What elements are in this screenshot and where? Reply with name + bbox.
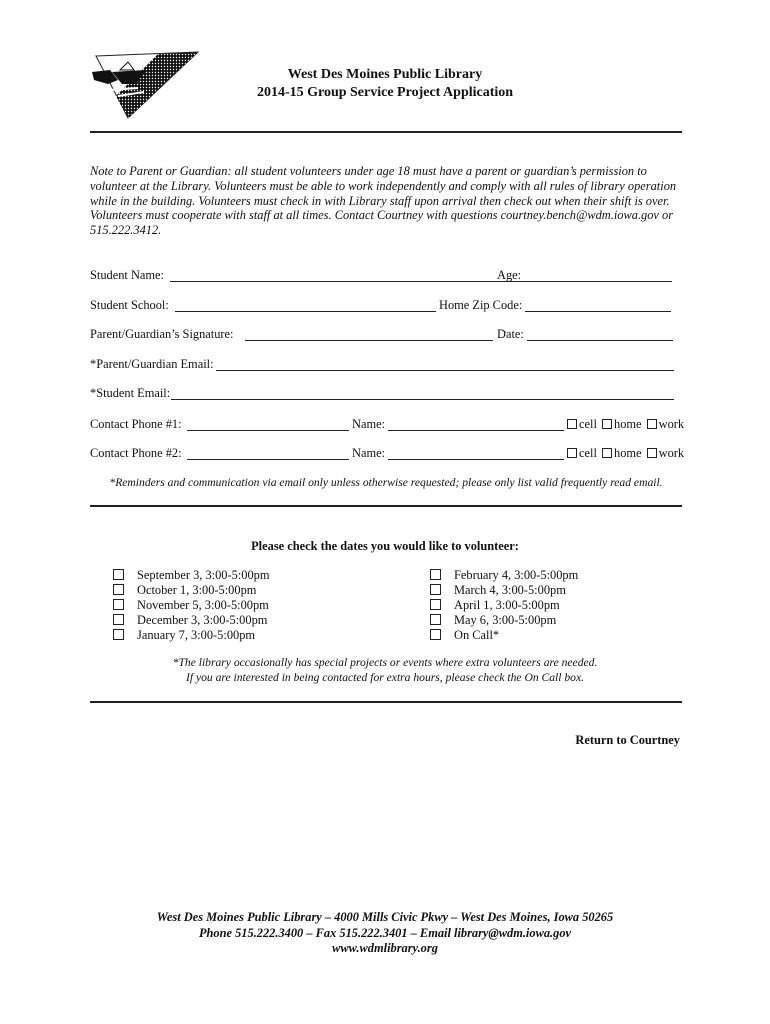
date-checkbox[interactable] (113, 569, 124, 580)
work-label-2: work (658, 446, 685, 460)
form-title: 2014-15 Group Service Project Application (256, 85, 514, 100)
row-student-school (90, 297, 682, 315)
guardian-email-label: *Parent/Guardian Email: (90, 357, 214, 371)
row-guardian-signature (90, 326, 682, 344)
email-reminder: *Reminders and communication via email only unless otherwise requested; please only list valid frequently read email. (109, 476, 663, 489)
home-checkbox-1[interactable] (602, 419, 612, 429)
home-label-2: home (614, 446, 642, 460)
name-1-field[interactable] (388, 430, 564, 431)
cell-checkbox-2[interactable] (567, 448, 577, 458)
contact-phone-1-label: Contact Phone #1: (90, 417, 182, 431)
cell-label-2: cell (579, 446, 597, 460)
library-name: West Des Moines Public Library (287, 67, 483, 82)
age-field[interactable] (526, 281, 672, 282)
date-checkbox[interactable] (430, 599, 441, 610)
date-label: Date: (497, 327, 524, 341)
dates-left-column (113, 568, 270, 642)
return-to: Return to Courtney (575, 733, 680, 747)
work-checkbox-1[interactable] (647, 419, 657, 429)
on-call-option[interactable] (430, 628, 578, 643)
row-contact-phone-1 (90, 416, 685, 434)
dates-heading: Please check the dates you would like to volunteer: (251, 539, 519, 553)
guardian-note: Note to Parent or Guardian: all student volunteers under age 18 must have a parent or guardian’s permission to volunteer at the Library. Volunteers must be able to work independently and comply with all rules of library operation while in the building. Volunteers must check in with Library staff upon arrival then check out when their shift is over. Volunteers must cooperate with staff at all times. Contact Courtney with questions courtney.bench@wdm.iowa.gov or 515.222.3412. (90, 164, 677, 238)
dates-right-column (430, 568, 578, 642)
home-zip-label: Home Zip Code: (439, 298, 523, 312)
date-option[interactable] (113, 568, 270, 583)
date-option[interactable] (113, 613, 270, 628)
date-label: November 5, 3:00-5:00pm (137, 597, 269, 612)
date-option[interactable] (430, 598, 578, 613)
row-student-email (90, 385, 682, 403)
contact-phone-1-field[interactable] (187, 430, 349, 431)
footer-website[interactable]: www.wdmlibrary.org (332, 941, 438, 955)
cell-label-1: cell (579, 417, 597, 431)
guardian-signature-label: Parent/Guardian’s Signature: (90, 327, 234, 341)
date-checkbox[interactable] (430, 584, 441, 595)
student-school-field[interactable] (175, 311, 436, 312)
on-call-note-2: If you are interested in being contacted for extra hours, please check the On Call box. (185, 671, 585, 684)
date-label: January 7, 3:00-5:00pm (137, 627, 256, 642)
divider (90, 505, 682, 507)
age-label: Age: (497, 268, 522, 282)
student-email-label: *Student Email: (90, 386, 171, 400)
work-label-1: work (658, 417, 685, 431)
divider (90, 131, 682, 133)
on-call-checkbox[interactable] (430, 629, 441, 640)
date-checkbox[interactable] (430, 614, 441, 625)
date-option[interactable] (113, 598, 270, 613)
name-2-field[interactable] (388, 459, 564, 460)
on-call-label: On Call* (454, 627, 500, 642)
cell-checkbox-1[interactable] (567, 419, 577, 429)
row-student-name (90, 267, 682, 285)
student-school-label: Student School: (90, 298, 169, 312)
row-guardian-email (90, 356, 682, 374)
on-call-note-1: *The library occasionally has special projects or events where extra volunteers are needed. (172, 656, 598, 669)
student-email-field[interactable] (171, 399, 674, 400)
home-zip-field[interactable] (525, 311, 671, 312)
date-label: September 3, 3:00-5:00pm (137, 568, 270, 582)
date-option[interactable] (430, 568, 578, 583)
date-label: May 6, 3:00-5:00pm (454, 612, 557, 627)
home-checkbox-2[interactable] (602, 448, 612, 458)
work-checkbox-2[interactable] (647, 448, 657, 458)
contact-phone-2-field[interactable] (187, 459, 349, 460)
date-label: March 4, 3:00-5:00pm (454, 582, 566, 597)
date-checkbox[interactable] (113, 614, 124, 625)
date-checkbox[interactable] (113, 599, 124, 610)
row-contact-phone-2 (90, 445, 685, 463)
date-option[interactable] (430, 613, 578, 628)
footer-address: West Des Moines Public Library – 4000 Mills Civic Pkwy – West Des Moines, Iowa 50265 (156, 910, 614, 924)
student-name-label: Student Name: (90, 268, 164, 282)
guardian-email-field[interactable] (216, 370, 674, 371)
date-label: April 1, 3:00-5:00pm (454, 597, 560, 612)
date-checkbox[interactable] (113, 584, 124, 595)
date-label: February 4, 3:00-5:00pm (454, 568, 579, 582)
footer-contact: Phone 515.222.3400 – Fax 515.222.3401 – Email library@wdm.iowa.gov (198, 926, 572, 940)
guardian-signature-field[interactable] (245, 340, 493, 341)
date-option[interactable] (113, 628, 270, 643)
contact-phone-2-label: Contact Phone #2: (90, 446, 182, 460)
date-option[interactable] (430, 583, 578, 598)
date-checkbox[interactable] (430, 569, 441, 580)
home-label-1: home (614, 417, 642, 431)
date-checkbox[interactable] (113, 629, 124, 640)
name-2-label: Name: (352, 446, 386, 460)
date-option[interactable] (113, 583, 270, 598)
date-label: December 3, 3:00-5:00pm (137, 612, 268, 627)
date-label: October 1, 3:00-5:00pm (137, 582, 257, 597)
divider (90, 701, 682, 703)
date-field[interactable] (527, 340, 673, 341)
name-1-label: Name: (352, 417, 386, 431)
